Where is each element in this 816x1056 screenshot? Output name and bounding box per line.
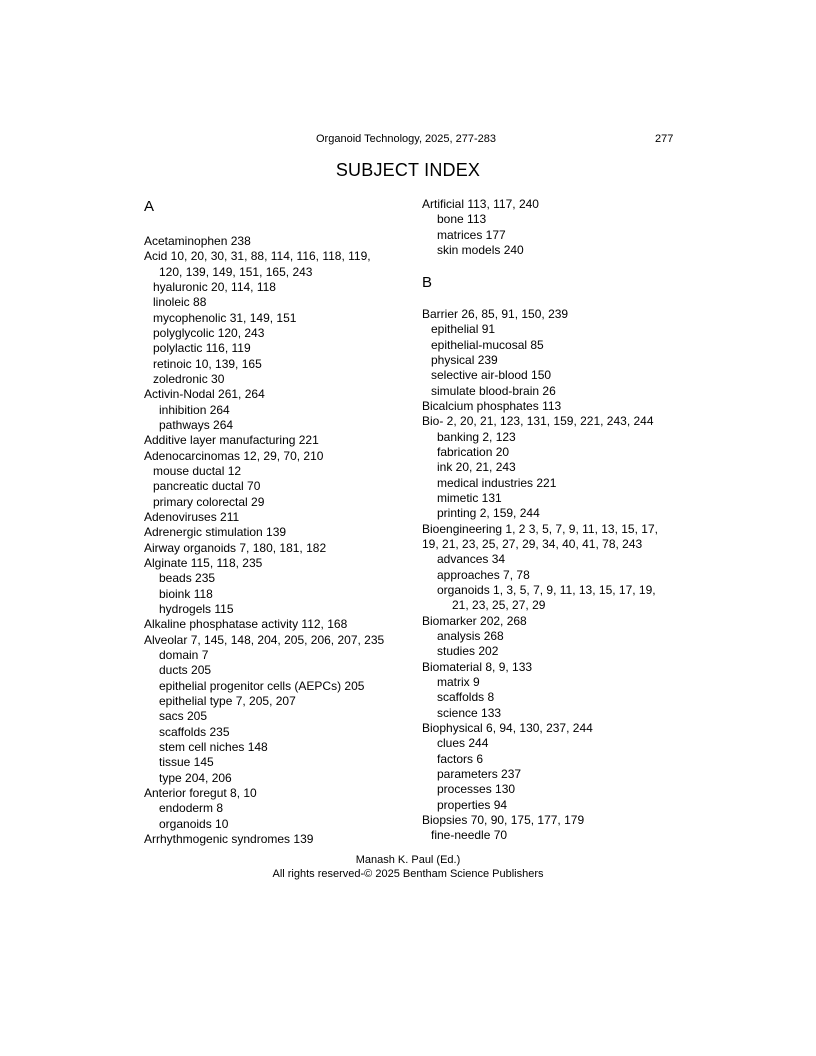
left-index-entry: Acid 10, 20, 30, 31, 88, 114, 116, 118, 119,	[144, 249, 371, 264]
left-index-entry: hyaluronic 20, 114, 118	[153, 279, 276, 294]
left-index-entry: Alginate 115, 118, 235	[144, 555, 263, 570]
right-index-entry: physical 239	[431, 352, 498, 367]
left-index-entry: inhibition 264	[159, 402, 230, 417]
section-letter-b: B	[422, 274, 433, 291]
right-index-entry: printing 2, 159, 244	[437, 506, 540, 521]
section-letter-a: A	[144, 198, 155, 215]
left-index-entry: Anterior foregut 8, 10	[144, 785, 257, 800]
left-index-entry: Adrenergic stimulation 139	[144, 525, 287, 540]
right-index-entry: organoids 1, 3, 5, 7, 9, 11, 13, 15, 17, 19,	[437, 582, 656, 597]
right-index-entry: parameters 237	[437, 766, 522, 781]
left-index-entry: organoids 10	[159, 816, 229, 831]
right-top-index-entry: skin models 240	[437, 242, 524, 257]
right-index-entry: 19, 21, 23, 25, 27, 29, 34, 40, 41, 78, 243	[422, 536, 643, 551]
left-index-entry: epithelial progenitor cells (AEPCs) 205	[159, 678, 365, 693]
left-index-entry: 120, 139, 149, 151, 165, 243	[159, 264, 313, 279]
right-index-entry: Biophysical 6, 94, 130, 237, 244	[422, 720, 593, 735]
left-index-entry: Adenoviruses 211	[144, 509, 240, 524]
right-index-entry: factors 6	[437, 751, 484, 766]
running-header: Organoid Technology, 2025, 277-283	[316, 133, 497, 145]
left-index-entry: beads 235	[159, 571, 216, 586]
footer-rights: All rights reserved-© 2025 Bentham Science Publishers	[272, 868, 544, 880]
right-index-entry: science 133	[437, 705, 502, 720]
left-index-entry: tissue 145	[159, 755, 214, 770]
left-index-entry: polyglycolic 120, 243	[153, 325, 265, 340]
right-index-entry: matrix 9	[437, 674, 480, 689]
right-index-entry: properties 94	[437, 797, 508, 812]
left-index-entry: epithelial type 7, 205, 207	[159, 693, 296, 708]
right-index-entry: epithelial-mucosal 85	[431, 337, 544, 352]
right-index-entry: epithelial 91	[431, 322, 496, 337]
right-index-entry: analysis 268	[437, 628, 504, 643]
right-index-entry: Biomarker 202, 268	[422, 613, 527, 628]
left-index-entry: linoleic 88	[153, 295, 207, 310]
right-index-entry: Bioengineering 1, 2 3, 5, 7, 9, 11, 13, 15, 17,	[422, 521, 658, 536]
right-index-entry: Barrier 26, 85, 91, 150, 239	[422, 307, 569, 321]
left-index-entry: mycophenolic 31, 149, 151	[153, 310, 297, 325]
left-index-entry: sacs 205	[159, 709, 208, 724]
right-top-index-entry: Artificial 113, 117, 240	[422, 197, 539, 211]
right-index-entry: advances 34	[437, 552, 506, 567]
page-number: 277	[655, 133, 674, 145]
right-index-entry: fine-needle 70	[431, 828, 508, 843]
left-index-entry: Airway organoids 7, 180, 181, 182	[144, 540, 327, 555]
right-index-entry: processes 130	[437, 782, 516, 797]
left-index-entry: pathways 264	[159, 417, 234, 432]
right-index-entry: medical industries 221	[437, 475, 557, 490]
left-index-entry: hydrogels 115	[159, 601, 234, 616]
left-index-entry: mouse ductal 12	[153, 463, 242, 478]
right-top-index-entry: matrices 177	[437, 227, 506, 242]
left-index-entry: scaffolds 235	[159, 724, 230, 739]
footer-editor: Manash K. Paul (Ed.)	[355, 854, 461, 866]
left-index-entry: Arrhythmogenic syndromes 139	[144, 831, 314, 846]
right-index-entry: clues 244	[437, 736, 489, 751]
left-index-entry: endoderm 8	[159, 801, 224, 816]
left-index-entry: Acetaminophen 238	[144, 234, 251, 248]
left-index-entry: Alkaline phosphatase activity 112, 168	[144, 617, 348, 632]
left-index-entry: domain 7	[159, 647, 209, 662]
right-index-entry: Biopsies 70, 90, 175, 177, 179	[422, 812, 585, 827]
right-index-entry: Biomaterial 8, 9, 133	[422, 659, 533, 674]
left-index-entry: type 204, 206	[159, 770, 232, 785]
page-title: SUBJECT INDEX	[335, 160, 481, 180]
left-index-entry: ducts 205	[159, 663, 212, 678]
left-index-entry: stem cell niches 148	[159, 739, 268, 754]
left-index-entry: Alveolar 7, 145, 148, 204, 205, 206, 207, 235	[144, 632, 385, 647]
left-index-entry: Activin-Nodal 261, 264	[144, 387, 265, 402]
right-index-entry: banking 2, 123	[437, 429, 516, 444]
left-index-entry: retinoic 10, 139, 165	[153, 356, 262, 371]
right-index-entry: ink 20, 21, 243	[437, 460, 516, 475]
left-index-entry: primary colorectal 29	[153, 494, 265, 509]
right-index-entry: Bicalcium phosphates 113	[422, 398, 562, 413]
right-index-entry: Bio- 2, 20, 21, 123, 131, 159, 221, 243, 244	[422, 414, 654, 429]
right-index-entry: 21, 23, 25, 27, 29	[452, 598, 546, 613]
right-index-entry: studies 202	[437, 644, 499, 659]
left-index-entry: bioink 118	[159, 586, 213, 601]
left-index-entry: pancreatic ductal 70	[153, 479, 261, 494]
right-index-entry: approaches 7, 78	[437, 567, 530, 582]
left-index-entry: zoledronic 30	[153, 371, 225, 386]
left-index-entry: polylactic 116, 119	[153, 341, 251, 356]
left-index-entry: Adenocarcinomas 12, 29, 70, 210	[144, 448, 324, 463]
left-index-entry: Additive layer manufacturing 221	[144, 433, 319, 448]
right-index-entry: scaffolds 8	[437, 690, 495, 705]
right-index-entry: selective air-blood 150	[431, 368, 552, 383]
right-top-index-entry: bone 113	[437, 212, 487, 227]
right-index-entry: fabrication 20	[437, 444, 510, 459]
right-index-entry: mimetic 131	[437, 490, 502, 505]
right-index-entry: simulate blood-brain 26	[431, 383, 556, 398]
